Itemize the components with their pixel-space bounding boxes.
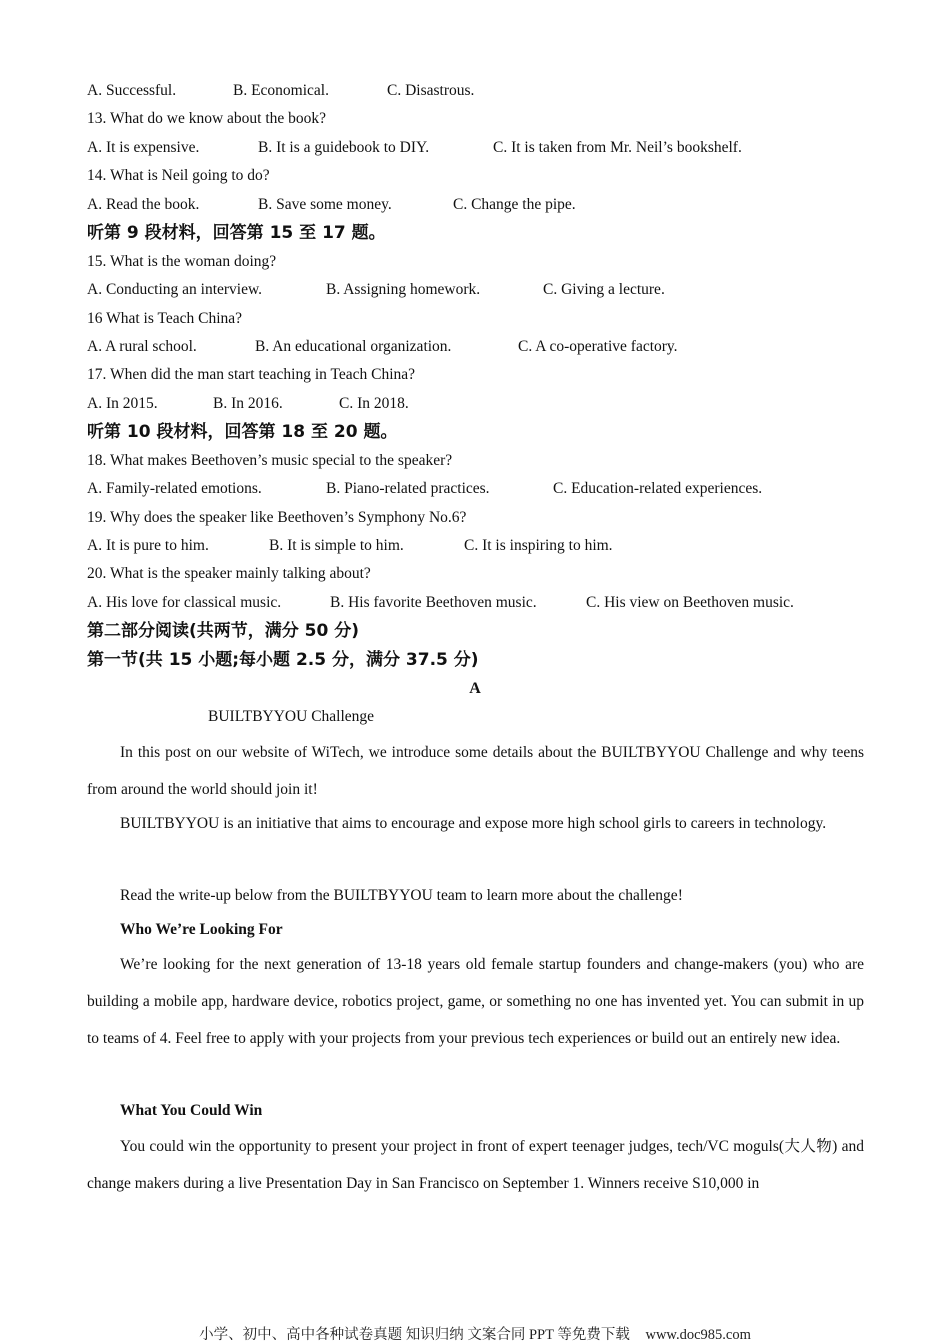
section-9-heading: 听第 9 段材料，回答第 15 至 17 题。 [87, 223, 386, 243]
option-c: C. Education-related experiences. [553, 480, 763, 497]
option-b: B. It is simple to him. [269, 537, 404, 554]
paragraph-read-more: Read the write-up below from the BUILTBYYOU team to learn more about the challenge! [120, 887, 683, 904]
subhead-what: What You Could Win [120, 1102, 263, 1119]
option-a: A. It is expensive. [87, 139, 200, 156]
passage-title: BUILTBYYOU Challenge [208, 708, 375, 725]
q19-question: 19. Why does the speaker like Beethoven’s Symphony No.6? [87, 509, 467, 526]
paragraph-what: You could win the opportunity to present your project in front of expert teenager judges, tech/VC moguls(大人物) and change makers during a live Presentation Day in San Francisco on September 1. Winners receive S10,000 in [87, 1138, 864, 1192]
paragraph-intro: In this post on our website of WiTech, we introduce some details about the BUILTBYYOU Challenge and why teens from around the world should join it! [87, 744, 864, 798]
option-b: B. Assigning homework. [326, 281, 481, 298]
footer-text: 小学、初中、高中各种试卷真题 知识归纳 文案合同 PPT 等免费下载 [199, 1327, 630, 1343]
option-a: A. It is pure to him. [87, 537, 209, 554]
option-a: A. His love for classical music. [87, 594, 282, 611]
option-b: B. In 2016. [213, 395, 283, 412]
paragraph-initiative: BUILTBYYOU is an initiative that aims to encourage and expose more high school girls to careers in technology. [120, 815, 827, 832]
footer-link[interactable]: www.doc985.com [645, 1327, 751, 1343]
option-a: A. Read the book. [87, 196, 200, 213]
option-c: C. Giving a lecture. [543, 281, 665, 298]
option-b: B. Piano-related practices. [326, 480, 490, 497]
option-a: A. A rural school. [87, 338, 197, 355]
part-2-heading: 第二部分阅读(共两节，满分 50 分) [87, 621, 360, 641]
option-c: C. A co-operative factory. [518, 338, 678, 355]
q20-question: 20. What is the speaker mainly talking about? [87, 565, 371, 582]
option-c: C. In 2018. [339, 395, 409, 412]
option-b: B. His favorite Beethoven music. [330, 594, 537, 611]
subhead-who: Who We’re Looking For [120, 921, 283, 938]
section-10-heading: 听第 10 段材料，回答第 18 至 20 题。 [87, 422, 398, 442]
option-c: C. Disastrous. [387, 82, 475, 99]
option-a: A. Successful. [87, 82, 177, 99]
q17-question: 17. When did the man start teaching in Teach China? [87, 366, 416, 383]
option-c: C. It is taken from Mr. Neil’s bookshelf. [493, 139, 742, 156]
page-footer [0, 1323, 950, 1344]
section-1-heading: 第一节(共 15 小题;每小题 2.5 分，满分 37.5 分) [87, 650, 479, 670]
q18-question: 18. What makes Beethoven’s music special to the speaker? [87, 452, 453, 469]
passage-letter: A [469, 680, 481, 697]
q13-question: 13. What do we know about the book? [87, 110, 327, 127]
option-a: A. In 2015. [87, 395, 158, 412]
option-b: B. An educational organization. [255, 338, 452, 355]
option-c: C. Change the pipe. [453, 196, 576, 213]
option-a: A. Conducting an interview. [87, 281, 263, 298]
q15-question: 15. What is the woman doing? [87, 253, 277, 270]
paragraph-who: We’re looking for the next generation of 13-18 years old female startup founders and change-makers (you) who are building a mobile app, hardware device, robotics project, game, or something no one has invented yet. You can submit in up to teams of 4. Feel free to apply with your projects from your previous tech experiences or build out an entirely new idea. [87, 956, 864, 1047]
option-b: B. It is a guidebook to DIY. [258, 139, 430, 156]
option-b: B. Save some money. [258, 196, 392, 213]
option-c: C. It is inspiring to him. [464, 537, 613, 554]
option-a: A. Family-related emotions. [87, 480, 262, 497]
q14-question: 14. What is Neil going to do? [87, 167, 270, 184]
option-b: B. Economical. [233, 82, 329, 99]
q16-question: 16 What is Teach China? [87, 310, 243, 327]
option-c: C. His view on Beethoven music. [586, 594, 794, 611]
